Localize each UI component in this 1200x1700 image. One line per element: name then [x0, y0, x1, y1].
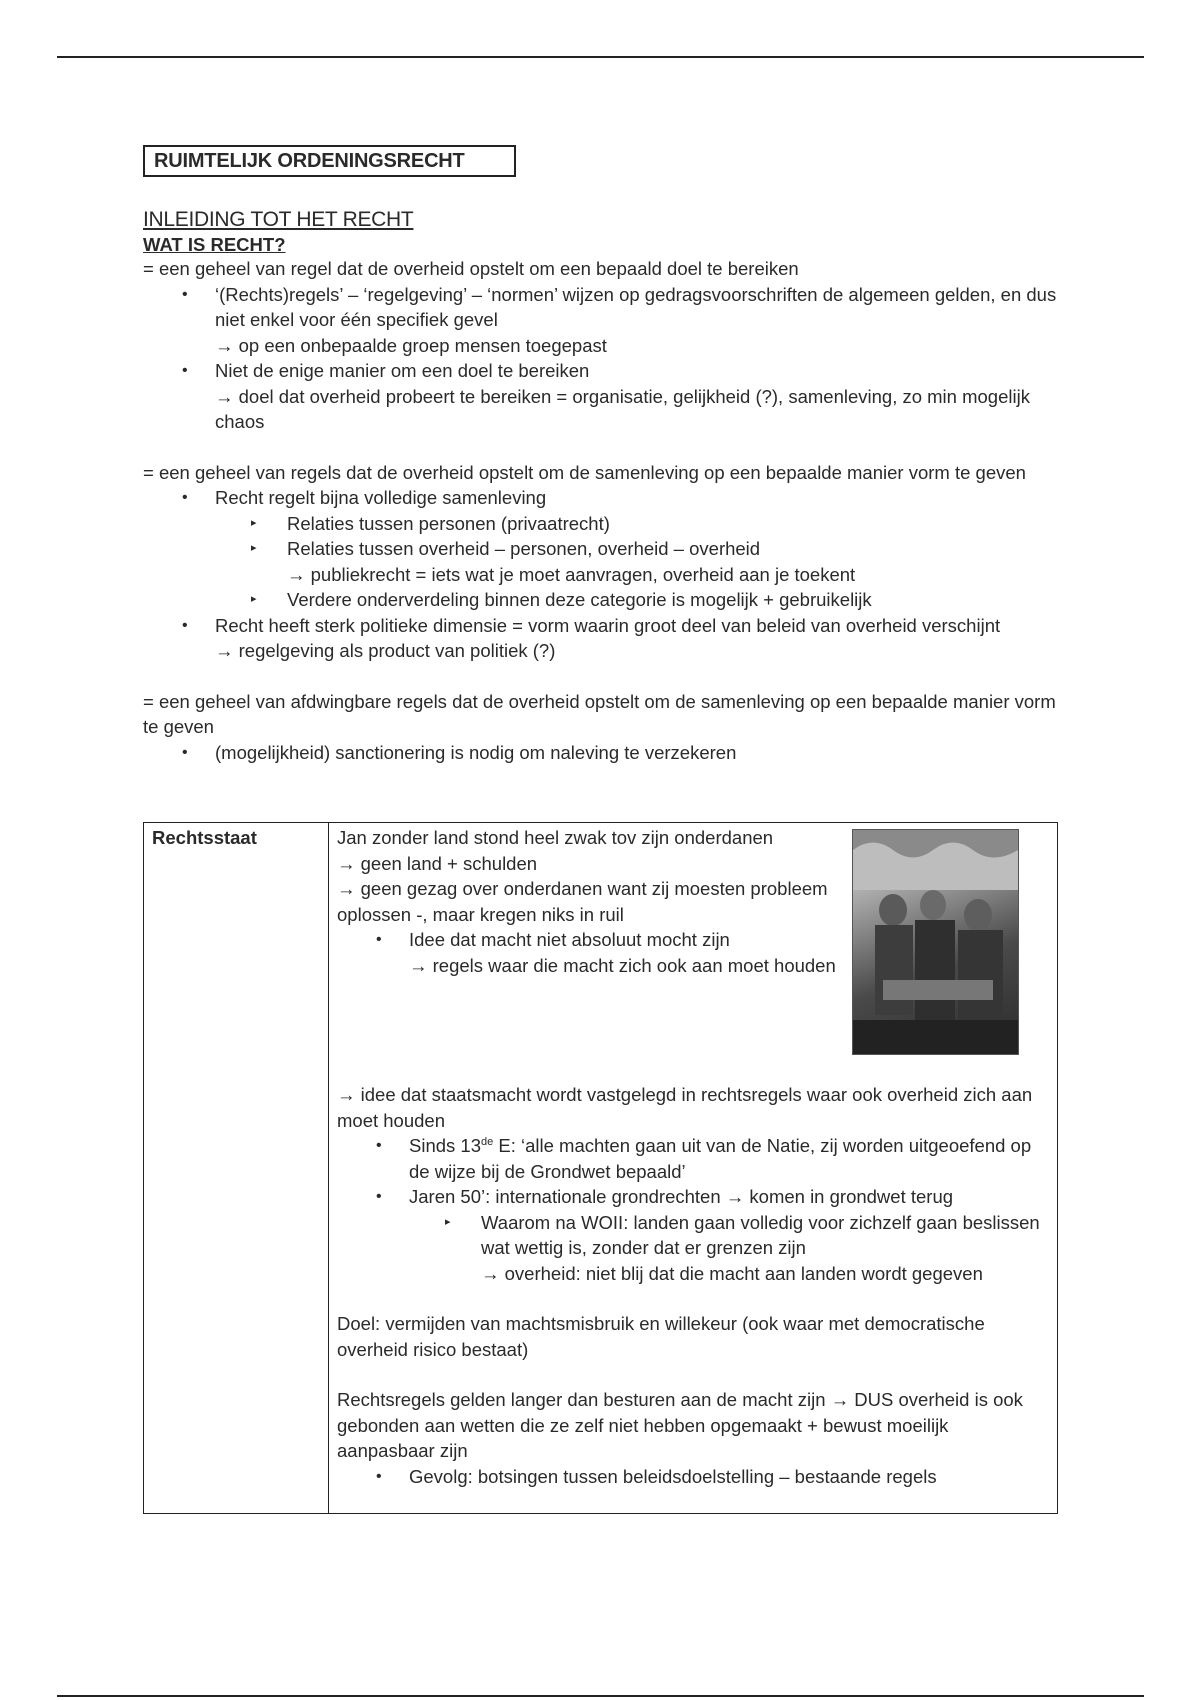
- list-item: • (mogelijkheid) sanctionering is nodig om naleving te verzekeren: [143, 740, 1063, 766]
- definition-1-bullets: [143, 282, 1063, 435]
- sub-list-item: ▸ Waarom na WOII: landen gaan volledig voor zichzelf gaan beslissen wat wettig is, zonder dat er grenzen zijn → overheid: niet blij dat die macht aan landen wordt gegeven: [409, 1210, 1049, 1287]
- sub-list-item: ▸ Relaties tussen overheid – personen, overheid – overheid → publiekrecht = iets wat je moet aanvragen, overheid aan je toekent: [215, 536, 1063, 587]
- document-title: RUIMTELIJK ORDENINGSRECHT: [143, 145, 516, 177]
- illustration-image: [852, 829, 1019, 1055]
- definition-1: = een geheel van regel dat de overheid opstelt om een bepaald doel te bereiken: [143, 258, 799, 279]
- arrow-note: → doel dat overheid probeert te bereiken = organisatie, gelijkheid (?), samenleving, zo min mogelijk chaos: [215, 385, 1030, 432]
- list-item: • ‘(Rechts)regels’ – ‘regelgeving’ – ‘normen’ wijzen op gedragsvoorschriften de algemeen gelden, en dus niet enkel voor één specifiek gevel → op een onbepaalde groep mensen toegepast: [143, 282, 1063, 359]
- sub-list-item: ▸ Relaties tussen personen (privaatrecht): [215, 511, 1063, 537]
- arrow-note: → publiekrecht = iets wat je moet aanvragen, overheid aan je toekent: [287, 563, 856, 585]
- header-rule: [57, 56, 1144, 58]
- definition-2: = een geheel van regels dat de overheid opstelt om de samenleving op een bepaalde manier vorm te geven: [143, 461, 1026, 483]
- list-item: • Recht heeft sterk politieke dimensie = vorm waarin groot deel van beleid van overheid verschijnt → regelgeving als product van politiek (?): [143, 613, 1063, 664]
- illustration-icon: [853, 830, 1018, 1054]
- document-body: [143, 145, 1063, 765]
- intro-block: Jan zonder land stond heel zwak tov zijn onderdanen → geen land + schulden → geen gezag over onderdanen want zij moesten probleem oplossen -, maar kregen niks in ruil • Idee dat macht niet absoluut mocht zijn → regels waar die macht zich ook aan moet houden: [337, 825, 847, 978]
- definition-3-bullets: [143, 740, 1063, 766]
- rechtsregels-text: Rechtsregels gelden langer dan besturen aan de macht zijn → DUS overheid is ook gebonden aan wetten die ze zelf niet hebben opgemaakt + bewust moeilijk aanpasbaar zijn: [337, 1389, 1023, 1461]
- footer-rule: [57, 1695, 1144, 1697]
- sub-list: [215, 511, 1063, 613]
- rechtsstaat-table: [143, 822, 1058, 1514]
- arrow-note: → op een onbepaalde groep mensen toegepast: [215, 334, 607, 356]
- list-item: • Recht regelt bijna volledige samenleving ▸ Relaties tussen personen (privaatrecht) ▸ Relaties tussen overheid – personen, overheid – overheid → publiekrecht = iets wat je moet aanvragen, overheid aan je toekent ▸ Verdere onderverdeling binnen deze categorie is mogelijk + gebruikelijk: [143, 485, 1063, 613]
- list-item: • Jaren 50’: internationale grondrechten → komen in grondwet terug ▸ Waarom na WOII: landen gaan volledig voor zichzelf gaan beslissen wat wettig is, zonder dat er grenzen zijn → overheid: niet blij dat die macht aan landen wordt gegeven: [337, 1184, 1049, 1286]
- arrow-note: → overheid: niet blij dat die macht aan landen wordt gegeven: [481, 1262, 983, 1284]
- sub-list-item: ▸ Verdere onderverdeling binnen deze categorie is mogelijk + gebruikelijk: [215, 587, 1063, 613]
- doel-text: Doel: vermijden van machtsmisbruik en willekeur (ook waar met democratische overheid risico bestaat): [337, 1313, 985, 1360]
- table-term: Rechtsstaat: [144, 823, 329, 1514]
- definition-3: = een geheel van afdwingbare regels dat de overheid opstelt om de samenleving op een bepaalde manier vorm te geven: [143, 690, 1056, 737]
- list-item: • Niet de enige manier om een doel te bereiken → doel dat overheid probeert te bereiken = organisatie, gelijkheid (?), samenleving, zo min mogelijk chaos: [143, 358, 1063, 435]
- staatsmacht-text: → idee dat staatsmacht wordt vastgelegd in rechtsregels waar ook overheid zich aan moet houden: [337, 1084, 1033, 1131]
- definition-2-bullets: [143, 485, 1063, 664]
- table-content: [329, 823, 1058, 1514]
- list-item: • Gevolg: botsingen tussen beleidsdoelstelling – bestaande regels: [337, 1464, 1049, 1490]
- list-item: • Idee dat macht niet absoluut mocht zijn → regels waar die macht zich ook aan moet houden: [337, 927, 847, 978]
- question-heading: WAT IS RECHT?: [143, 234, 286, 255]
- list-item: • Sinds 13de E: ‘alle machten gaan uit van de Natie, zij worden uitgeoefend op de wijze bij de Grondwet bepaald’: [337, 1133, 1049, 1184]
- section-title: INLEIDING TOT HET RECHT: [143, 208, 414, 231]
- arrow-note: → regels waar die macht zich ook aan moet houden: [409, 954, 836, 976]
- arrow-note: → regelgeving als product van politiek (?): [215, 640, 556, 661]
